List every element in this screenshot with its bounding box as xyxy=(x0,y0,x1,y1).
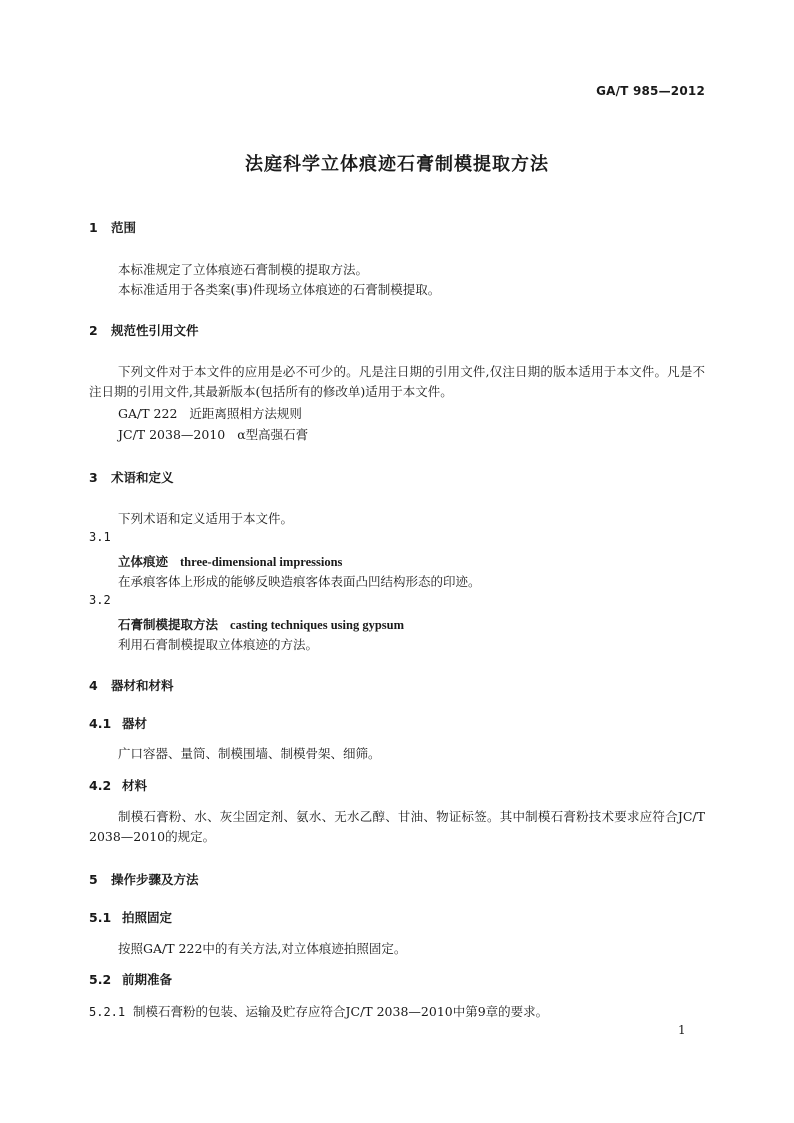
subsection-title: 拍照固定 xyxy=(122,910,173,925)
subsection-5-2-heading xyxy=(89,970,172,988)
section-title: 操作步骤及方法 xyxy=(111,872,199,887)
term-entry xyxy=(118,614,404,633)
clause-5-2-1 xyxy=(89,1002,548,1020)
paragraph: 下列文件对于本文件的应用是必不可少的。凡是注日期的引用文件,仅注日期的版本适用于本文件。凡是不注日期的引用文件,其最新版本(包括所有的修改单)适用于本文件。 xyxy=(89,364,705,399)
standard-number: GA/T 985—2012 xyxy=(596,84,705,98)
term-definition: 在承痕客体上形成的能够反映造痕客体表面凸凹结构形态的印迹。 xyxy=(118,574,481,589)
subsection-number: 5.1 xyxy=(89,910,112,925)
document-title: 法庭科学立体痕迹石膏制模提取方法 xyxy=(245,154,549,175)
section-number: 5 xyxy=(89,872,98,887)
reference-code: GA/T 222 xyxy=(118,406,178,421)
section-number: 3 xyxy=(89,470,98,485)
clause-number: 5.2.1 xyxy=(89,1005,126,1019)
subsection-number: 4.2 xyxy=(89,778,112,793)
section-number: 1 xyxy=(89,220,98,235)
paragraph: 本标准规定了立体痕迹石膏制模的提取方法。 xyxy=(118,262,369,277)
reference-item xyxy=(118,404,302,422)
term-english: casting techniques using gypsum xyxy=(230,618,405,632)
clause-text: 制模石膏粉的包装、运输及贮存应符合JC/T 2038—2010中第9章的要求。 xyxy=(133,1004,549,1019)
section-5-heading xyxy=(89,870,199,888)
subsection-number: 5.2 xyxy=(89,972,112,987)
term-number: 3.2 xyxy=(89,593,111,607)
subsection-title: 前期准备 xyxy=(122,972,173,987)
section-1-heading xyxy=(89,218,136,236)
section-title: 范围 xyxy=(111,220,137,235)
term-definition: 利用石膏制模提取立体痕迹的方法。 xyxy=(118,637,319,652)
section-title: 术语和定义 xyxy=(111,470,174,485)
paragraph: 广口容器、量筒、制模围墙、制模骨架、细筛。 xyxy=(118,746,381,761)
term-chinese: 石膏制模提取方法 xyxy=(118,617,219,632)
section-number: 4 xyxy=(89,678,98,693)
term-english: three-dimensional impressions xyxy=(180,555,343,569)
paragraph: 本标准适用于各类案(事)件现场立体痕迹的石膏制模提取。 xyxy=(118,282,441,297)
section-2-heading xyxy=(89,321,199,339)
subsection-5-1-heading xyxy=(89,908,172,926)
paragraph: 下列术语和定义适用于本文件。 xyxy=(118,511,294,526)
paragraph: 制模石膏粉、水、灰尘固定剂、氨水、无水乙醇、甘油、物证标签。其中制模石膏粉技术要求应符合JC/T 2038—2010的规定。 xyxy=(89,809,705,844)
reference-title: α型高强石膏 xyxy=(237,427,309,442)
term-entry xyxy=(118,551,342,570)
subsection-number: 4.1 xyxy=(89,716,112,731)
section-3-heading xyxy=(89,468,174,486)
section-4-heading xyxy=(89,676,174,694)
section-title: 器材和材料 xyxy=(111,678,174,693)
reference-title: 近距离照相方法规则 xyxy=(189,406,302,421)
term-chinese: 立体痕迹 xyxy=(118,554,169,569)
paragraph: 按照GA/T 222中的有关方法,对立体痕迹拍照固定。 xyxy=(118,941,407,956)
subsection-title: 材料 xyxy=(122,778,148,793)
subsection-title: 器材 xyxy=(122,716,148,731)
section-number: 2 xyxy=(89,323,98,338)
page-number: 1 xyxy=(678,1023,686,1037)
subsection-4-1-heading xyxy=(89,714,147,732)
reference-code: JC/T 2038—2010 xyxy=(118,427,226,442)
term-number: 3.1 xyxy=(89,530,111,544)
reference-item xyxy=(118,425,308,443)
subsection-4-2-heading xyxy=(89,776,147,794)
section-title: 规范性引用文件 xyxy=(111,323,199,338)
